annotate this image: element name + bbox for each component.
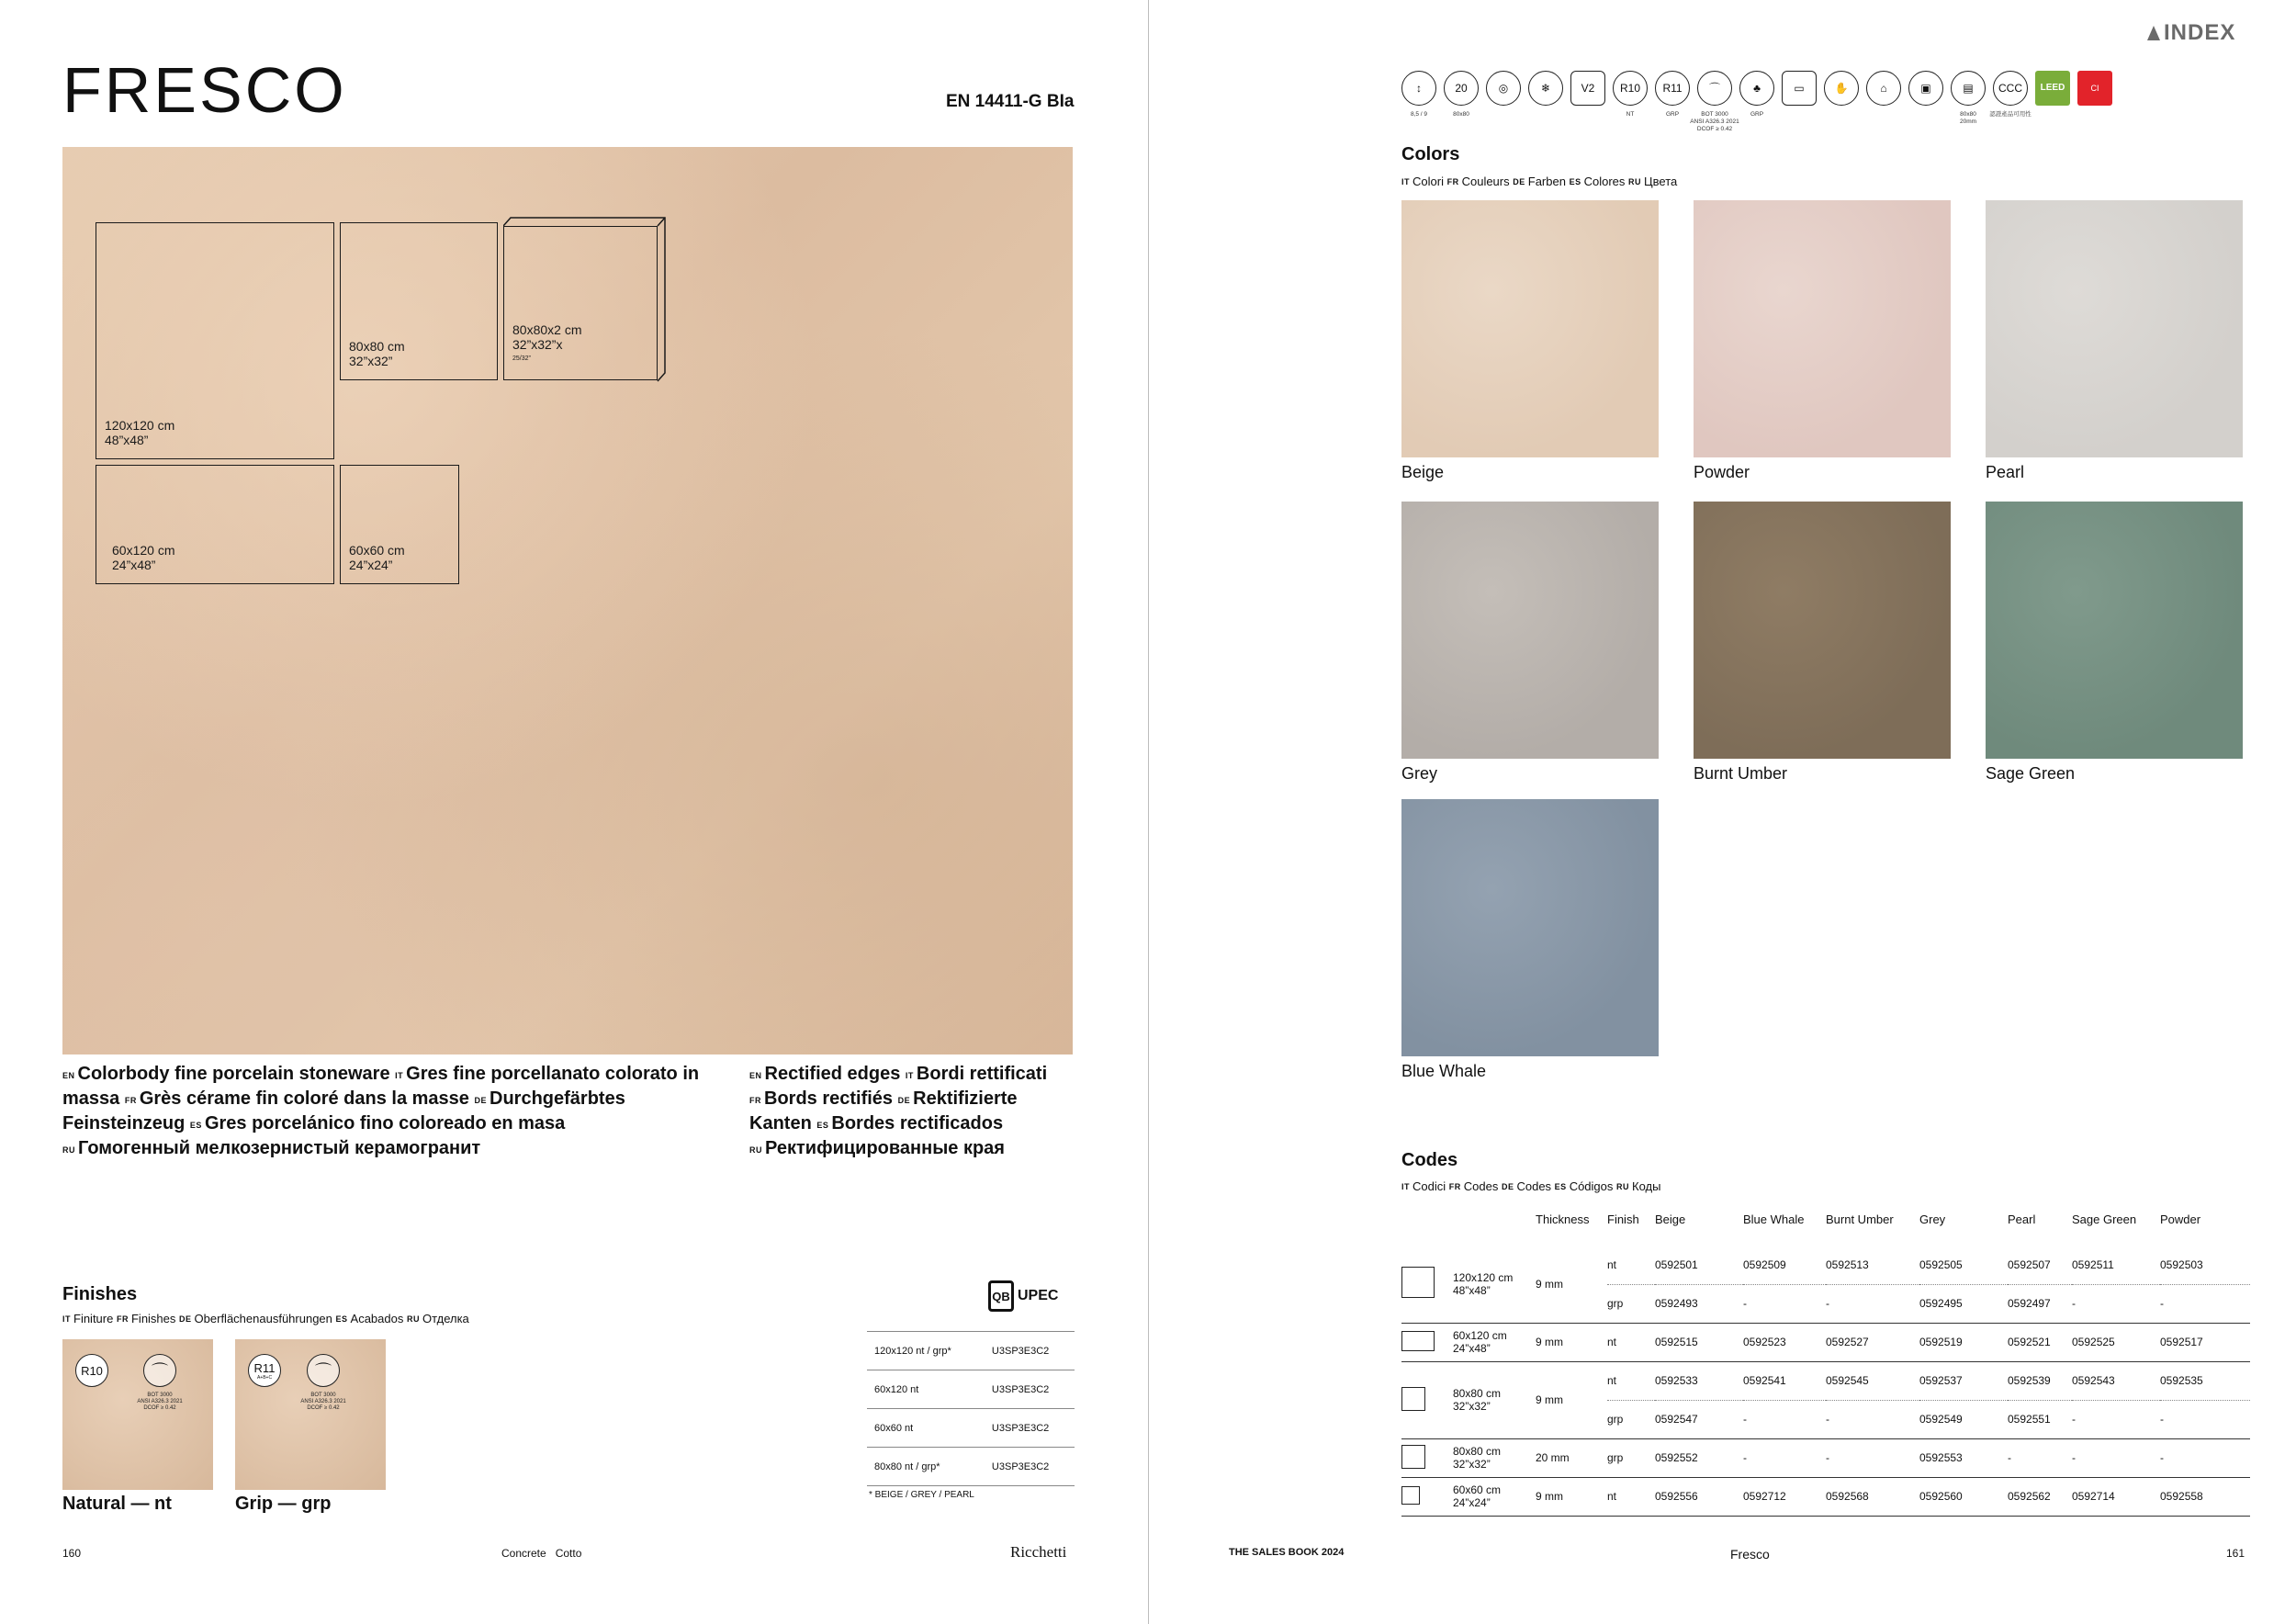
- code-cell: 0592553: [1919, 1438, 2008, 1477]
- code-cell: 0592537: [1919, 1361, 2008, 1400]
- rectified-icon: ◎: [1486, 71, 1521, 106]
- format-box-icon: [1401, 1267, 1435, 1298]
- code-cell: 0592552: [1655, 1438, 1743, 1477]
- code-cell: 0592521: [2008, 1323, 2072, 1361]
- finish-grip-tile: [235, 1339, 386, 1490]
- code-cell: -: [2072, 1438, 2160, 1477]
- code-cell: 0592517: [2160, 1323, 2250, 1361]
- header-beige: Beige: [1655, 1212, 1686, 1226]
- table-row: [1401, 1361, 2250, 1400]
- code-cell: -: [1743, 1400, 1826, 1438]
- residential-icon: ⌂: [1866, 71, 1901, 106]
- header-powder: Powder: [2160, 1212, 2201, 1226]
- code-cell: 0592501: [1655, 1246, 1743, 1284]
- outdoor-icon: ♣: [1739, 71, 1774, 106]
- icon-caption: NT: [1626, 111, 1635, 118]
- code-cell: 0592545: [1826, 1361, 1919, 1400]
- code-cell: 0592543: [2072, 1361, 2160, 1400]
- codes-table: [1401, 1205, 2250, 1517]
- format-outline-80x80: [340, 222, 498, 380]
- slip-r10-icon: R10: [1613, 71, 1648, 106]
- color-name: Pearl: [1986, 463, 2025, 481]
- icon-caption: 80x80 20mm: [1959, 111, 1977, 125]
- finish-cell: grp: [1607, 1438, 1655, 1477]
- format-cell: 60x60 cm 24”x24”: [1453, 1477, 1536, 1516]
- format-cell: 60x120 cm 24”x48”: [1453, 1323, 1536, 1361]
- format-inch: 24”x48”: [112, 558, 156, 572]
- color-name: Beige: [1401, 463, 1445, 481]
- code-cell: 0592551: [2008, 1400, 2072, 1438]
- code-cell: -: [1743, 1438, 1826, 1477]
- collection-name: Fresco: [1730, 1547, 1770, 1562]
- header-sage-green: Sage Green: [2072, 1212, 2137, 1226]
- table-row: [1401, 1477, 2250, 1516]
- table-row: [1401, 1246, 2250, 1284]
- format-size: 80x80x2 cm: [512, 322, 582, 338]
- index-link[interactable]: [2147, 20, 2235, 46]
- index-label: INDEX: [2164, 20, 2236, 45]
- format-box-icon: [1401, 1445, 1425, 1469]
- bot-text: BOT 3000 ANSI A326.3 2021 DCOF ≥ 0.42: [300, 1393, 346, 1411]
- finish-natural-tile: [62, 1339, 213, 1490]
- norm-label: EN 14411-G BIa: [946, 92, 1075, 111]
- ccc-icon: CCC: [1993, 71, 2028, 106]
- book-title: THE SALES BOOK 2024: [1229, 1547, 1345, 1558]
- format-outline-120x120: [96, 222, 334, 459]
- brand-logo: Ricchetti: [1010, 1543, 1067, 1561]
- shoe-icon: ⌒: [307, 1354, 340, 1387]
- table-row: [1401, 1323, 2250, 1361]
- ceramics-of-italy-icon: CI: [2077, 71, 2112, 106]
- code-cell: -: [2160, 1284, 2250, 1323]
- format-cell: 80x80 cm 32”x32”: [1453, 1438, 1536, 1477]
- slip-r10-icon: R10: [75, 1354, 108, 1387]
- table-row: 80x80 nt / grp* U3SP3E3C2: [867, 1448, 1075, 1486]
- colors-title: Colors: [1401, 144, 1460, 164]
- raised-floor-icon: ▤: [1951, 71, 1986, 106]
- finish-cell: grp: [1607, 1400, 1655, 1438]
- thickness-cell: 9 mm: [1536, 1323, 1607, 1361]
- leed-icon: LEED: [2035, 71, 2070, 106]
- finish-cell: nt: [1607, 1361, 1655, 1400]
- header-blue-whale: Blue Whale: [1743, 1212, 1805, 1226]
- color-name: Powder: [1694, 463, 1750, 481]
- format-box-icon: [1401, 1486, 1420, 1505]
- commercial-icon: ▣: [1908, 71, 1943, 106]
- code-cell: 0592505: [1919, 1246, 2008, 1284]
- upec-table: [867, 1331, 1075, 1486]
- format-inch: 32”x32”x $^{25/32”}$: [512, 337, 563, 363]
- code-cell: 0592562: [2008, 1477, 2072, 1516]
- header-finish: Finish: [1607, 1212, 1639, 1226]
- bot-icon: ⌒: [1697, 71, 1732, 106]
- finishes-title: Finishes: [62, 1284, 138, 1304]
- format-box-icon: [1401, 1387, 1425, 1411]
- finish-natural-name: Natural — nt: [62, 1494, 172, 1514]
- upec-logo: [988, 1280, 1058, 1312]
- code-cell: 0592556: [1655, 1477, 1743, 1516]
- code-cell: 0592527: [1826, 1323, 1919, 1361]
- color-swatch[interactable]: [1694, 200, 1951, 457]
- code-cell: 0592497: [2008, 1284, 2072, 1323]
- color-name: Blue Whale: [1401, 1062, 1487, 1080]
- bot-text: BOT 3000 ANSI A326.3 2021 DCOF ≥ 0.42: [137, 1393, 183, 1411]
- header-pearl: Pearl: [2008, 1212, 2036, 1226]
- code-cell: 0592539: [2008, 1361, 2072, 1400]
- colors-subtitle: IT Colori FR Couleurs DE Farben ES Colores RU Цвета: [1401, 175, 1678, 188]
- page-number-left: 160: [62, 1547, 82, 1560]
- header-grey: Grey: [1919, 1212, 1946, 1226]
- format-cell: 80x80 cm 32”x32”: [1453, 1361, 1536, 1438]
- finish-cell: nt: [1607, 1477, 1655, 1516]
- code-cell: 0592495: [1919, 1284, 2008, 1323]
- code-cell: 0592560: [1919, 1477, 2008, 1516]
- thickness-cell: 9 mm: [1536, 1477, 1607, 1516]
- icon-caption: GRP: [1750, 111, 1764, 118]
- color-name: Grey: [1401, 764, 1438, 783]
- format-inch: 48”x48”: [105, 433, 149, 447]
- finish-cell: grp: [1607, 1284, 1655, 1323]
- code-cell: 0592509: [1743, 1246, 1826, 1284]
- color-name: Burnt Umber: [1694, 764, 1788, 783]
- light-traffic-icon: ▭: [1782, 71, 1817, 106]
- codes-title: Codes: [1401, 1150, 1458, 1170]
- code-cell: 0592503: [2160, 1246, 2250, 1284]
- frost-resistant-icon: ❄: [1528, 71, 1563, 106]
- features-icon-row: [1401, 71, 2112, 106]
- code-cell: -: [1826, 1400, 1919, 1438]
- codes-header-row: [1401, 1205, 2250, 1246]
- upec-label: UPEC: [1018, 1288, 1059, 1303]
- index-arrow-icon: [2147, 26, 2160, 40]
- header-burnt-umber: Burnt Umber: [1826, 1212, 1894, 1226]
- table-row: 120x120 nt / grp* U3SP3E3C2: [867, 1332, 1075, 1370]
- page-divider: [1148, 0, 1149, 1624]
- thickness-icon: ↕: [1401, 71, 1436, 106]
- category-label: Concrete Cotto: [501, 1547, 582, 1560]
- color-swatch[interactable]: [1986, 502, 2243, 759]
- finishes-subtitle: IT Finiture FR Finishes DE Oberflächenausführungen ES Acabados RU Отделка: [62, 1312, 469, 1325]
- code-cell: 0592547: [1655, 1400, 1743, 1438]
- color-swatch[interactable]: [1401, 502, 1659, 759]
- code-cell: 0592533: [1655, 1361, 1743, 1400]
- format-box-icon: [1401, 1331, 1435, 1351]
- code-cell: -: [1826, 1284, 1919, 1323]
- icon-caption: 認證產品可用性: [1989, 111, 2032, 118]
- finish-cell: nt: [1607, 1323, 1655, 1361]
- code-cell: 0592519: [1919, 1323, 2008, 1361]
- table-row: 60x120 nt U3SP3E3C2: [867, 1370, 1075, 1409]
- qb-certification-icon: QB: [988, 1280, 1014, 1312]
- color-swatch[interactable]: [1694, 502, 1951, 759]
- code-cell: 0592523: [1743, 1323, 1826, 1361]
- format-inch: 32”x32”: [349, 354, 393, 368]
- format-inch: 24”x24”: [349, 558, 393, 572]
- header-thickness: Thickness: [1536, 1212, 1590, 1226]
- icon-caption: GRP: [1665, 111, 1680, 118]
- thickness-cell: 20 mm: [1536, 1438, 1607, 1477]
- thickness-cell: 9 mm: [1536, 1361, 1607, 1438]
- icon-caption: BOT 3000 ANSI A326.3 2021 DCOF ≥ 0.42: [1690, 111, 1739, 132]
- code-cell: -: [2160, 1438, 2250, 1477]
- page-number-right: 161: [2226, 1547, 2245, 1560]
- icon-caption: 80x80: [1453, 111, 1469, 118]
- code-cell: 0592507: [2008, 1246, 2072, 1284]
- code-cell: -: [2008, 1438, 2072, 1477]
- slip-r11-icon: R11 A+B+C: [248, 1354, 281, 1387]
- code-cell: 0592558: [2160, 1477, 2250, 1516]
- thickness-20-icon: 20: [1444, 71, 1479, 106]
- code-cell: 0592712: [1743, 1477, 1826, 1516]
- finish-grip-name: Grip — grp: [235, 1494, 332, 1514]
- thickness-edge-outline: [503, 217, 670, 382]
- code-cell: -: [2072, 1284, 2160, 1323]
- color-swatch[interactable]: [1986, 200, 2243, 457]
- code-cell: 0592714: [2072, 1477, 2160, 1516]
- icon-caption: 8,5 / 9: [1410, 111, 1428, 118]
- finish-cell: nt: [1607, 1246, 1655, 1284]
- format-outline-60x60: [340, 465, 459, 584]
- code-cell: 0592493: [1655, 1284, 1743, 1323]
- format-size: 80x80 cm: [349, 339, 405, 354]
- codes-subtitle: IT Codici FR Codes DE Codes ES Códigos RU Коды: [1401, 1179, 1661, 1193]
- code-cell: 0592515: [1655, 1323, 1743, 1361]
- slip-r11-icon: R11: [1655, 71, 1690, 106]
- page-title: FRESCO: [62, 54, 347, 126]
- code-cell: 0592513: [1826, 1246, 1919, 1284]
- code-cell: 0592568: [1826, 1477, 1919, 1516]
- code-cell: 0592535: [2160, 1361, 2250, 1400]
- shoe-icon: ⌒: [143, 1354, 176, 1387]
- thickness-cell: 9 mm: [1536, 1246, 1607, 1323]
- touch-icon: ✋: [1824, 71, 1859, 106]
- edge-description: EN Rectified edges IT Bordi rettificati FR Bords rectifiés DE Rektifizierte Kanten ES Bordes rectificados RU Ректифицированные края: [749, 1064, 1048, 1158]
- table-row: [1401, 1438, 2250, 1477]
- format-size: 60x120 cm: [112, 543, 175, 558]
- upec-note: * BEIGE / GREY / PEARL: [869, 1490, 974, 1500]
- code-cell: -: [1743, 1284, 1826, 1323]
- format-cell: 120x120 cm 48”x48”: [1453, 1246, 1536, 1323]
- code-cell: 0592541: [1743, 1361, 1826, 1400]
- code-cell: 0592549: [1919, 1400, 2008, 1438]
- hero-tile-image: [62, 147, 1073, 1054]
- format-size: 60x60 cm: [349, 543, 405, 558]
- color-swatch[interactable]: [1401, 799, 1659, 1056]
- format-outline-60x120: [96, 465, 334, 584]
- code-cell: 0592511: [2072, 1246, 2160, 1284]
- code-cell: -: [2072, 1400, 2160, 1438]
- color-swatch[interactable]: [1401, 200, 1659, 457]
- code-cell: -: [1826, 1438, 1919, 1477]
- format-size: 120x120 cm: [105, 418, 175, 433]
- table-row: 60x60 nt U3SP3E3C2: [867, 1409, 1075, 1448]
- color-name: Sage Green: [1986, 764, 2076, 783]
- shade-variation-icon: V2: [1570, 71, 1605, 106]
- code-cell: -: [2160, 1400, 2250, 1438]
- code-cell: 0592525: [2072, 1323, 2160, 1361]
- material-description: EN Colorbody fine porcelain stoneware IT Gres fine porcellanato colorato in massa FR Grès cérame fin coloré dans la masse DE Durchgefärbtes Feinsteinzeug ES Gres porcelánico fino coloreado en masa RU Гомогенный мелкозернистый керамогранит: [62, 1064, 700, 1158]
